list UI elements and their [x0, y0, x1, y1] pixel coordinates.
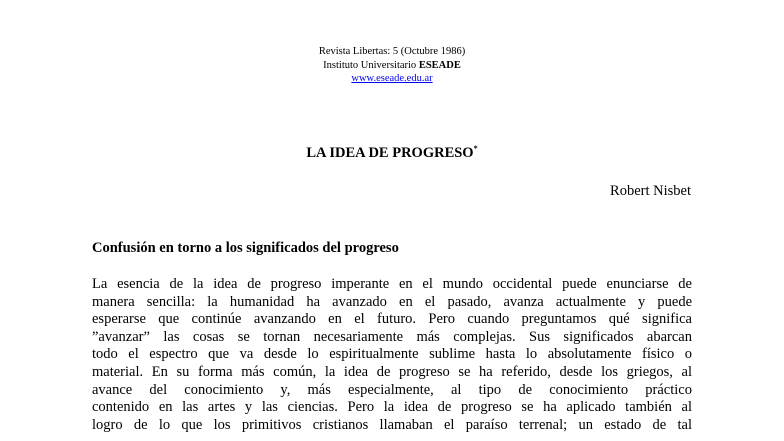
journal-citation: Revista Libertas: 5 (Octubre 1986) [318, 46, 466, 57]
paragraph-line: todo el espectro que va desde lo espiritualmente sublime hasta lo absolutamente físico o [92, 346, 692, 363]
paragraph-line: avance del conocimiento y, más especialmente, al tipo de conocimiento práctico [92, 381, 692, 398]
paragraph-line: esperarse que continúe avanzando en el futuro. Pero cuando preguntamos qué significa [92, 311, 692, 328]
masthead [0, 45, 784, 86]
footnote-marker[interactable]: * [473, 144, 478, 153]
paragraph-line: manera sencilla: la humanidad ha avanzado en el pasado, avanza actualmente y puede [92, 293, 692, 310]
article-title-text: LA IDEA DE PROGRESO [306, 145, 474, 161]
body-paragraph [92, 276, 692, 434]
section-heading: Confusión en torno a los significados del progreso [92, 240, 399, 256]
article-title [0, 144, 784, 162]
institute-name: ESEADE [418, 59, 461, 71]
author-name: Robert Nisbet [610, 183, 691, 199]
paragraph-line: material. En su forma más común, la idea de progreso se ha referido, desde los griegos, al [92, 363, 692, 380]
institute-line [0, 59, 784, 73]
paragraph-line: ”avanzar” las cosas se tornan necesariamente más complejas. Sus significados abarcan [92, 328, 692, 345]
institute-prefix: Instituto Universitario [323, 59, 417, 71]
website-link[interactable]: www.eseade.edu.ar [351, 73, 433, 84]
paragraph-line: logro de lo que los primitivos cristianos llamaban el paraíso terrenal; un estado de tal [92, 416, 692, 433]
paragraph-line: contenido en las artes y las ciencias. Pero la idea de progreso se ha aplicado también al [92, 399, 692, 416]
paragraph-line: La esencia de la idea de progreso imperante en el mundo occidental puede enunciarse de [92, 276, 692, 292]
